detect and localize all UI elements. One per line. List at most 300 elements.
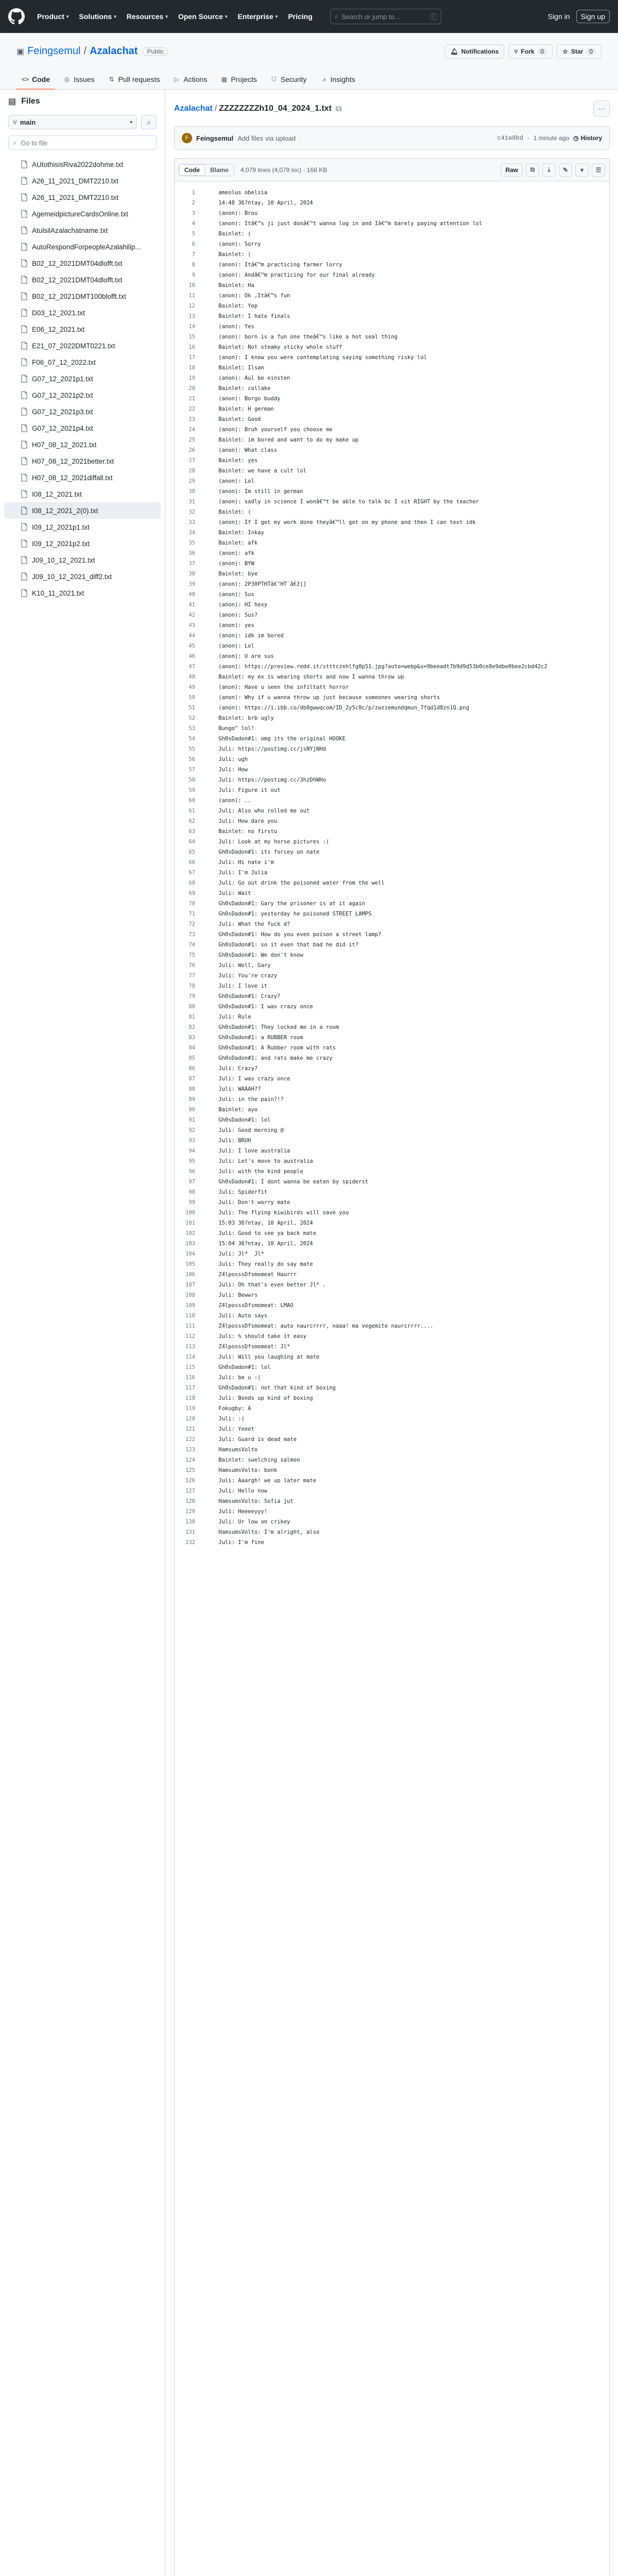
line-number[interactable]: 21 <box>188 396 195 402</box>
tab-issues[interactable] <box>58 72 99 90</box>
file-tree-item-label: G07_12_2021p2.txt <box>32 391 93 399</box>
file-tree-item[interactable] <box>4 568 161 585</box>
line-number[interactable]: 15 <box>188 334 195 340</box>
line-number[interactable]: 94 <box>188 1148 195 1154</box>
line-number[interactable]: 66 <box>188 859 195 866</box>
line-number[interactable]: 123 <box>185 1447 195 1453</box>
file-icon <box>21 539 28 548</box>
line-content: (anon): U are sus <box>205 653 274 659</box>
line-number[interactable]: 129 <box>185 1509 195 1515</box>
line-content: Bainlet: Ilsan <box>205 365 264 371</box>
line-number[interactable]: 62 <box>188 818 195 824</box>
line-content: Bainlet: bye <box>205 571 258 577</box>
sign-up-button[interactable]: Sign up <box>576 10 610 23</box>
file-tree-item[interactable] <box>4 585 161 601</box>
code-line <box>175 517 609 528</box>
line-content: (anon): 2P30PTHTâ€°HT`â€ž[] <box>205 581 306 587</box>
line-number[interactable]: 84 <box>188 1045 195 1051</box>
history-label: History <box>580 134 602 142</box>
copy-raw-icon[interactable]: ⧉ <box>526 163 539 177</box>
line-content: Bainlet: collake <box>205 385 271 392</box>
line-number[interactable]: 54 <box>188 736 195 742</box>
branch-icon: ⑂ <box>13 118 17 126</box>
search-files-button[interactable] <box>141 115 157 129</box>
line-number[interactable]: 3 <box>192 210 195 216</box>
file-tree-item[interactable] <box>4 206 161 222</box>
line-number[interactable]: 108 <box>185 1292 195 1298</box>
line-number[interactable]: 43 <box>188 622 195 629</box>
code-line <box>175 1424 609 1434</box>
tab-projects[interactable] <box>215 72 262 90</box>
line-number[interactable]: 56 <box>188 756 195 762</box>
symbols-panel-icon[interactable]: ☰ <box>592 163 605 177</box>
file-tree-item[interactable] <box>4 354 161 370</box>
line-content: ameolus obelsia <box>205 190 268 196</box>
line-number[interactable]: 122 <box>185 1436 195 1443</box>
line-number[interactable]: 121 <box>185 1426 195 1432</box>
file-tree-item[interactable] <box>4 239 161 255</box>
line-number[interactable]: 35 <box>188 540 195 546</box>
code-line <box>175 754 609 765</box>
code-line <box>175 558 609 569</box>
breadcrumb-file-name: ZZZZZZZZh10_04_2024_1.txt <box>219 104 332 113</box>
file-tree-item[interactable] <box>4 387 161 403</box>
line-number[interactable]: 7 <box>192 251 195 258</box>
line-number[interactable]: 8 <box>192 262 195 268</box>
line-number[interactable]: 75 <box>188 952 195 958</box>
line-number[interactable]: 32 <box>188 509 195 515</box>
tab-issues-label: Issues <box>74 75 95 83</box>
file-tree-item[interactable] <box>4 486 161 502</box>
code-line <box>175 301 609 311</box>
code-line <box>175 1022 609 1032</box>
code-line <box>175 919 609 929</box>
line-number[interactable]: 30 <box>188 488 195 495</box>
line-number[interactable]: 104 <box>185 1251 195 1257</box>
line-number[interactable]: 102 <box>185 1230 195 1236</box>
file-tree-item-label: H07_08_12_2021.txt <box>32 440 97 449</box>
tab-code[interactable] <box>16 72 55 90</box>
fork-button[interactable] <box>508 44 553 59</box>
line-number[interactable]: 48 <box>188 674 195 680</box>
line-number[interactable]: 77 <box>188 973 195 979</box>
line-number[interactable]: 127 <box>185 1488 195 1494</box>
code-line <box>175 1094 609 1105</box>
tab-code-label: Code <box>32 75 50 83</box>
file-icon <box>21 556 28 564</box>
line-number[interactable]: 93 <box>188 1138 195 1144</box>
tab-insights-label: Insights <box>330 75 355 83</box>
line-content: Bungo^ lol! <box>205 725 254 732</box>
line-number[interactable]: 82 <box>188 1024 195 1030</box>
file-icon <box>21 408 28 416</box>
line-number[interactable]: 98 <box>188 1189 195 1195</box>
nav-resources[interactable] <box>123 9 172 24</box>
file-tree-item-label: I08_12_2021_2(0).txt <box>32 506 98 515</box>
file-tree-item[interactable] <box>4 469 161 486</box>
line-number[interactable]: 119 <box>185 1405 195 1412</box>
file-tree-item[interactable] <box>4 272 161 288</box>
code-line <box>175 868 609 878</box>
line-number[interactable]: 18 <box>188 365 195 371</box>
line-number[interactable]: 12 <box>188 303 195 309</box>
line-number[interactable]: 116 <box>185 1375 195 1381</box>
line-number[interactable]: 57 <box>188 767 195 773</box>
history-button[interactable] <box>573 134 602 142</box>
line-number[interactable]: 38 <box>188 571 195 577</box>
star-button[interactable] <box>557 44 602 59</box>
line-number[interactable]: 79 <box>188 993 195 999</box>
file-tree-item[interactable] <box>4 453 161 469</box>
file-tree-item[interactable] <box>4 255 161 272</box>
line-number[interactable]: 113 <box>185 1344 195 1350</box>
code-line <box>175 1517 609 1527</box>
tab-security-label: Security <box>280 75 307 83</box>
line-content: (anon): Sorry <box>205 241 261 247</box>
file-tree-item[interactable] <box>4 420 161 436</box>
line-content: Gh0sDadon#1: Gary the prisoner is at it again <box>205 901 365 907</box>
line-number[interactable]: 81 <box>188 1014 195 1020</box>
code-line <box>175 723 609 734</box>
breadcrumb-repo-link[interactable]: Azalachat <box>174 104 213 113</box>
code-line <box>175 198 609 208</box>
line-number[interactable]: 107 <box>185 1282 195 1288</box>
line-number[interactable]: 87 <box>188 1076 195 1082</box>
code-line <box>175 899 609 909</box>
line-content: Juli: I'm fine <box>205 1539 264 1546</box>
line-content: Juli: in the pain?!? <box>205 1096 284 1103</box>
file-tree-item[interactable] <box>4 304 161 321</box>
line-content: (anon): .. <box>205 798 251 804</box>
line-number[interactable]: 44 <box>188 633 195 639</box>
line-number[interactable]: 126 <box>185 1478 195 1484</box>
sign-in-link[interactable]: Sign in <box>547 12 570 21</box>
line-number[interactable]: 76 <box>188 962 195 969</box>
code-view-button[interactable]: Code <box>179 164 205 176</box>
line-content: (anon): Ok ,Itâ€™s fun <box>205 293 290 299</box>
line-number[interactable]: 14 <box>188 324 195 330</box>
sidebar-collapse-icon[interactable]: ▤ <box>8 97 16 106</box>
line-number[interactable]: 78 <box>188 983 195 989</box>
line-number[interactable]: 9 <box>192 272 195 278</box>
go-to-file-input[interactable] <box>8 135 157 150</box>
line-number[interactable]: 91 <box>188 1117 195 1123</box>
sidebar-title: Files <box>21 97 40 106</box>
line-number[interactable]: 130 <box>185 1519 195 1525</box>
file-icon <box>21 292 28 300</box>
line-number[interactable]: 52 <box>188 715 195 721</box>
file-tree-item[interactable] <box>4 222 161 239</box>
line-number[interactable]: 72 <box>188 921 195 927</box>
line-number[interactable]: 109 <box>185 1302 195 1309</box>
line-content: (anon): Why if u wanna throw up just because someones wearing shorts <box>205 694 440 701</box>
star-label: Star <box>571 48 583 55</box>
line-number[interactable]: 85 <box>188 1055 195 1061</box>
line-number[interactable]: 34 <box>188 530 195 536</box>
line-number[interactable]: 99 <box>188 1199 195 1206</box>
more-options-button[interactable] <box>593 100 610 117</box>
line-number[interactable]: 95 <box>188 1158 195 1164</box>
commit-message[interactable]: Add files via upload <box>237 134 296 142</box>
line-number[interactable]: 53 <box>188 725 195 732</box>
line-number[interactable]: 106 <box>185 1272 195 1278</box>
branch-selector[interactable] <box>8 115 137 129</box>
line-number[interactable]: 71 <box>188 911 195 917</box>
sidebar-header <box>0 90 165 113</box>
copy-path-icon[interactable]: ⧉ <box>335 105 342 113</box>
line-number[interactable]: 2 <box>192 200 195 206</box>
line-number[interactable]: 90 <box>188 1107 195 1113</box>
line-number[interactable]: 42 <box>188 612 195 618</box>
line-number[interactable]: 132 <box>185 1539 195 1546</box>
file-tree-item[interactable] <box>4 535 161 552</box>
line-number[interactable]: 88 <box>188 1086 195 1092</box>
line-number[interactable]: 5 <box>192 231 195 237</box>
line-content: Gh0sDadon#1: lol <box>205 1117 271 1123</box>
line-content: (anon): BYW <box>205 561 254 567</box>
file-tree-item[interactable] <box>4 436 161 453</box>
search-placeholder: Search or jump to... <box>341 12 400 21</box>
nav-open-source[interactable] <box>174 9 232 24</box>
edit-pencil-icon[interactable]: ✎ <box>559 163 572 177</box>
code-line <box>175 1063 609 1074</box>
code-line <box>175 1177 609 1187</box>
line-number[interactable]: 50 <box>188 694 195 701</box>
file-tree-item-label: J09_10_12_2021_diff2.txt <box>32 572 112 581</box>
line-number[interactable]: 41 <box>188 602 195 608</box>
line-number[interactable]: 10 <box>188 282 195 289</box>
line-number[interactable]: 25 <box>188 437 195 443</box>
line-number[interactable]: 36 <box>188 550 195 556</box>
line-number[interactable]: 58 <box>188 777 195 783</box>
sidebar-controls <box>0 113 165 131</box>
code-line <box>175 589 609 600</box>
file-tree-item-label: D03_12_2021.txt <box>32 309 85 317</box>
line-number[interactable]: 131 <box>185 1529 195 1535</box>
line-number[interactable]: 92 <box>188 1127 195 1133</box>
code-line <box>175 1383 609 1393</box>
line-number[interactable]: 24 <box>188 427 195 433</box>
line-number[interactable]: 96 <box>188 1168 195 1175</box>
line-number[interactable]: 120 <box>185 1416 195 1422</box>
line-number[interactable]: 61 <box>188 808 195 814</box>
code-line <box>175 1290 609 1300</box>
nav-product[interactable] <box>33 9 73 24</box>
repo-owner-link[interactable]: Feingsemul <box>27 45 81 57</box>
line-number[interactable]: 20 <box>188 385 195 392</box>
line-content: Gh0sDadon#1: a RUBBER room <box>205 1035 303 1041</box>
chevron-down-icon: ▾ <box>275 13 278 19</box>
line-content: Juli: Also who rolled me out <box>205 808 310 814</box>
code-line <box>175 1259 609 1269</box>
global-search-input[interactable] <box>330 9 441 24</box>
line-number[interactable]: 100 <box>185 1210 195 1216</box>
line-number[interactable]: 117 <box>185 1385 195 1391</box>
line-content: Juli: You're crazy <box>205 973 278 979</box>
line-number[interactable]: 26 <box>188 447 195 453</box>
code-line <box>175 971 609 981</box>
line-number[interactable]: 46 <box>188 653 195 659</box>
line-content: Bainlet: ( <box>205 231 251 237</box>
line-content: 14:48 Зб?ntay, 10 April, 2024 <box>205 200 313 206</box>
line-content: Juli: I'm Julia <box>205 870 268 876</box>
file-tree-item[interactable] <box>4 156 161 173</box>
nav-pricing[interactable] <box>284 9 316 24</box>
line-number[interactable]: 33 <box>188 519 195 526</box>
commit-sha[interactable]: c41a8bd <box>497 134 523 142</box>
line-number[interactable]: 112 <box>185 1333 195 1340</box>
code-line <box>175 291 609 301</box>
commit-author[interactable]: Feingsemul <box>196 134 234 142</box>
line-number[interactable]: 13 <box>188 313 195 319</box>
line-content: Juli: Spiderfit <box>205 1189 268 1195</box>
line-number[interactable]: 39 <box>188 581 195 587</box>
line-content: (anon): Lol <box>205 643 254 649</box>
line-number[interactable]: 47 <box>188 664 195 670</box>
line-number[interactable]: 65 <box>188 849 195 855</box>
line-number[interactable]: 64 <box>188 839 195 845</box>
branch-name: main <box>20 118 36 126</box>
line-content: Juli: Heeeeyyy! <box>205 1509 268 1515</box>
line-number[interactable]: 118 <box>185 1395 195 1401</box>
code-line <box>175 1125 609 1136</box>
file-tree-item[interactable] <box>4 337 161 354</box>
line-number[interactable]: 89 <box>188 1096 195 1103</box>
repo-name-link[interactable]: Azalachat <box>90 45 138 57</box>
tab-pull-requests-label: Pull requests <box>118 75 160 83</box>
line-content: Bainlet: no firstu <box>205 828 278 835</box>
line-number[interactable]: 115 <box>185 1364 195 1370</box>
line-number[interactable]: 60 <box>188 798 195 804</box>
line-content: Juli: The flying kiwibirds will save you <box>205 1210 349 1216</box>
line-number[interactable]: 27 <box>188 457 195 464</box>
nav-enterprise[interactable] <box>234 9 282 24</box>
line-number[interactable]: 101 <box>185 1220 195 1226</box>
line-number[interactable]: 4 <box>192 221 195 227</box>
line-number[interactable]: 23 <box>188 416 195 422</box>
blame-view-button[interactable]: Blame <box>205 164 234 176</box>
line-content: Juli: How <box>205 767 248 773</box>
line-number[interactable]: 40 <box>188 591 195 598</box>
line-number[interactable]: 19 <box>188 375 195 381</box>
line-number[interactable]: 17 <box>188 354 195 361</box>
code-line <box>175 414 609 425</box>
line-content: Z4lposssDfsmomeat Haurrr <box>205 1272 297 1278</box>
nav-solutions[interactable] <box>75 9 120 24</box>
line-number[interactable]: 128 <box>185 1498 195 1504</box>
code-line <box>175 188 609 198</box>
line-number[interactable]: 11 <box>188 293 195 299</box>
tab-insights[interactable] <box>315 72 360 90</box>
github-logo-icon[interactable] <box>8 8 25 25</box>
line-number[interactable]: 97 <box>188 1179 195 1185</box>
line-content: Juli: Ur low on crikey <box>205 1519 290 1525</box>
line-number[interactable]: 16 <box>188 344 195 350</box>
line-number[interactable]: 125 <box>185 1467 195 1473</box>
code-line <box>175 1280 609 1290</box>
line-number[interactable]: 68 <box>188 880 195 886</box>
file-icon <box>21 473 28 482</box>
line-content: Bainlet: im bored and want to do my make up <box>205 437 359 443</box>
line-number[interactable]: 22 <box>188 406 195 412</box>
commit-separator: · <box>527 134 529 142</box>
code-line <box>175 981 609 991</box>
go-to-file-placeholder: Go to file <box>21 139 48 147</box>
nav-solutions-label: Solutions <box>79 12 112 21</box>
line-number[interactable]: 55 <box>188 746 195 752</box>
file-tree-item[interactable] <box>4 502 161 519</box>
line-number[interactable]: 105 <box>185 1261 195 1267</box>
file-tree-item-label: F06_07_12_2022.txt <box>32 358 96 366</box>
file-tree-item-label: I09_12_2021p2.txt <box>32 539 90 548</box>
line-number[interactable]: 45 <box>188 643 195 649</box>
raw-button[interactable]: Raw <box>501 163 523 177</box>
line-number[interactable]: 103 <box>185 1241 195 1247</box>
tab-actions[interactable] <box>168 72 212 90</box>
line-number[interactable]: 1 <box>192 190 195 196</box>
line-number[interactable]: 110 <box>185 1313 195 1319</box>
line-number[interactable]: 86 <box>188 1065 195 1072</box>
line-number[interactable]: 74 <box>188 942 195 948</box>
line-number[interactable]: 83 <box>188 1035 195 1041</box>
file-tree-item[interactable] <box>4 370 161 387</box>
tab-security[interactable] <box>265 72 312 90</box>
line-content: Gh0sDadon#1: and rats make me crazy <box>205 1055 333 1061</box>
breadcrumb <box>174 101 610 116</box>
line-number[interactable]: 31 <box>188 499 195 505</box>
file-tree-item[interactable] <box>4 519 161 535</box>
line-content: (anon): Itâ€™m practicing farmer lorry <box>205 262 342 268</box>
line-content: Bainlet: my ex is wearing shorts and now I wanna throw up <box>205 674 404 680</box>
line-number[interactable]: 114 <box>185 1354 195 1360</box>
file-tree-item[interactable] <box>4 321 161 337</box>
code-line <box>175 548 609 558</box>
line-number[interactable]: 67 <box>188 870 195 876</box>
code-line <box>175 507 609 517</box>
line-number[interactable]: 28 <box>188 468 195 474</box>
file-tree-item[interactable] <box>4 173 161 189</box>
search-icon: ⌕ <box>13 139 17 146</box>
line-number[interactable]: 49 <box>188 684 195 690</box>
line-content: Z4lposssDfsmomeat: auto naurcrrrr, naaa! ma vegemite naurcrrrr.... <box>205 1323 434 1329</box>
line-number[interactable]: 51 <box>188 705 195 711</box>
chevron-down-icon[interactable]: ▾ <box>575 163 589 177</box>
file-tree-item[interactable] <box>4 288 161 304</box>
download-icon[interactable]: ⤓ <box>542 163 556 177</box>
line-number[interactable]: 59 <box>188 787 195 793</box>
line-number[interactable]: 69 <box>188 890 195 896</box>
line-number[interactable]: 63 <box>188 828 195 835</box>
chevron-down-icon: ▾ <box>114 13 116 19</box>
file-icon <box>21 276 28 284</box>
line-number[interactable]: 37 <box>188 561 195 567</box>
line-number[interactable]: 111 <box>185 1323 195 1329</box>
history-icon: ◷ <box>573 134 579 142</box>
line-number[interactable]: 6 <box>192 241 195 247</box>
file-tree-item[interactable] <box>4 552 161 568</box>
line-number[interactable]: 80 <box>188 1004 195 1010</box>
line-number[interactable]: 73 <box>188 931 195 938</box>
code-line <box>175 1146 609 1156</box>
file-tree-item[interactable] <box>4 403 161 420</box>
tab-pull-requests[interactable] <box>102 72 165 90</box>
line-number[interactable]: 124 <box>185 1457 195 1463</box>
line-number[interactable]: 70 <box>188 901 195 907</box>
notifications-button[interactable] <box>444 44 504 59</box>
avatar[interactable]: F <box>182 133 192 143</box>
file-tree-item[interactable] <box>4 189 161 206</box>
line-number[interactable]: 29 <box>188 478 195 484</box>
